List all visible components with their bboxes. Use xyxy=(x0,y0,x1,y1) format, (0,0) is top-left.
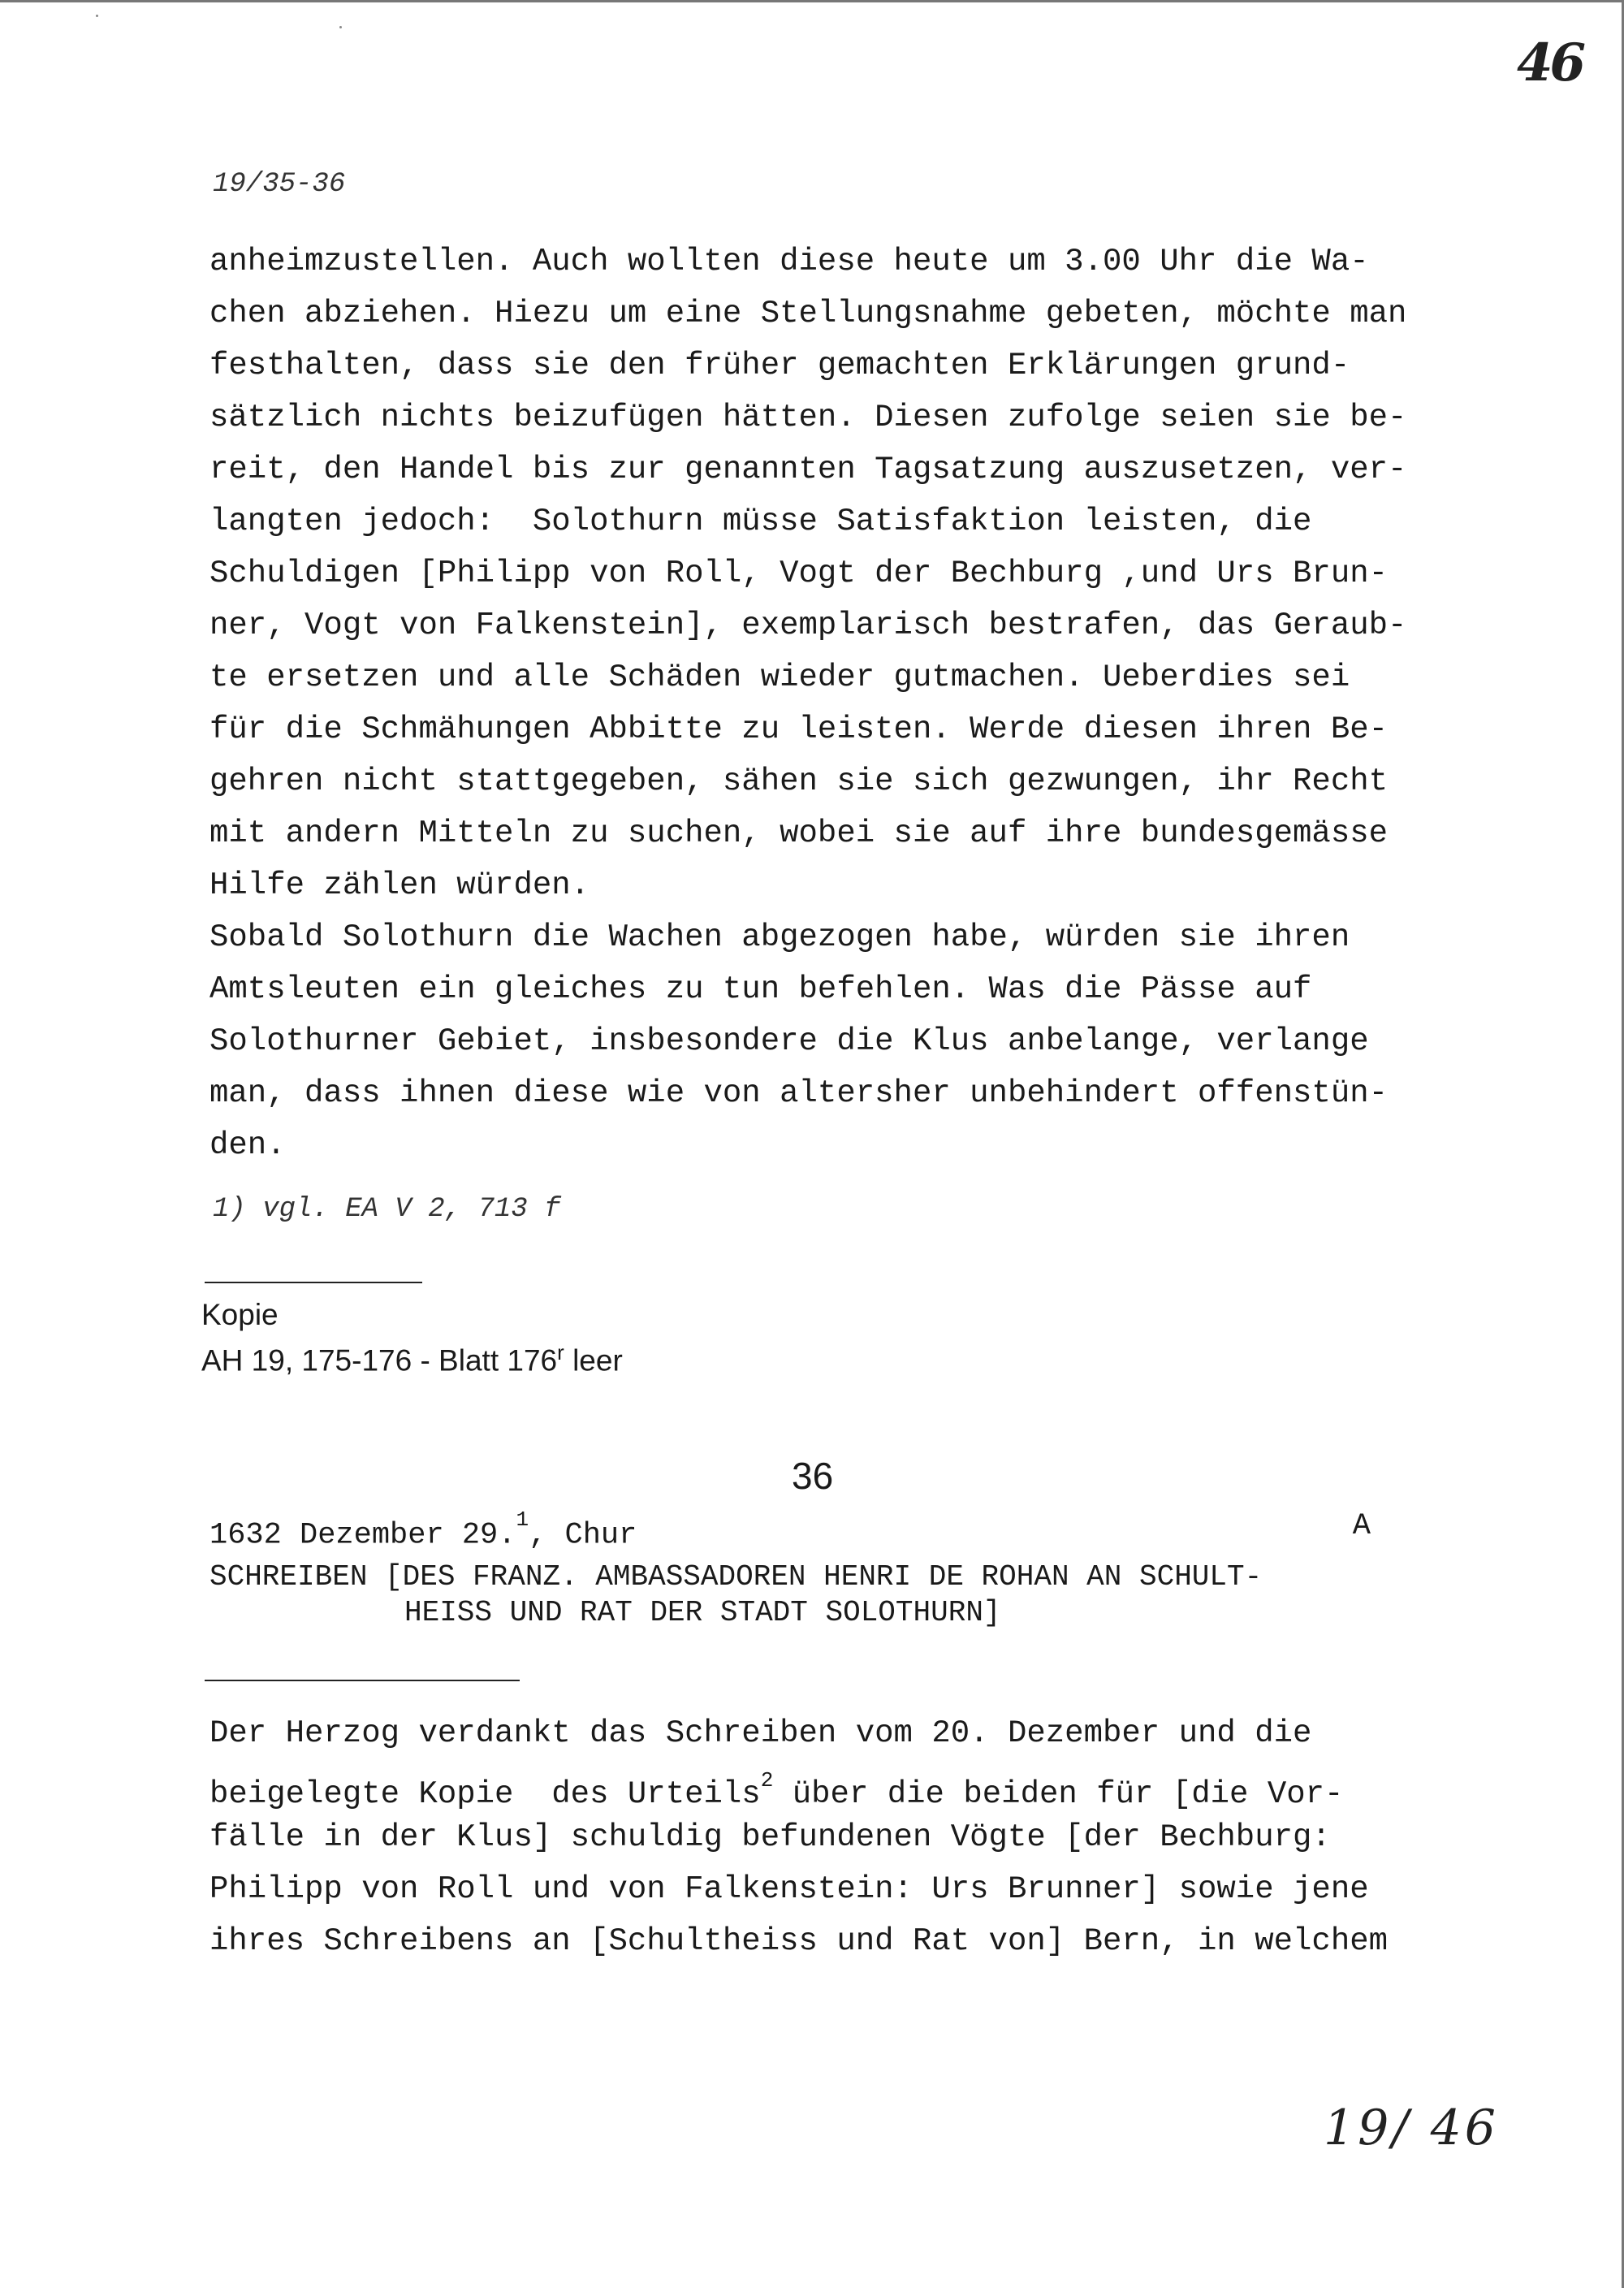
body-line: mit andern Mitteln zu suchen, wobei sie auf ihre bundesgemässe xyxy=(209,815,1389,851)
source-location: AH 19, 175-176 - Blatt 176$^r$ leer xyxy=(201,1340,623,1378)
body-line: Hilfe zählen würden. xyxy=(209,867,590,903)
separator-rule xyxy=(205,1282,422,1283)
title-line: SCHREIBEN [DES FRANZ. AMBASSADOREN HENRI DE ROHAN AN SCHULT- xyxy=(209,1560,1263,1594)
body-line: chen abziehen. Hiezu um eine Stellungsnahme gebeten, möchte man xyxy=(209,296,1407,331)
body-line: fälle in der Klus] schuldig befundenen Vögte [der Bechburg: xyxy=(209,1819,1331,1855)
body-line: Sobald Solothurn die Wachen abgezogen habe, würden sie ihren xyxy=(209,919,1350,955)
body-line: ihres Schreibens an [Schultheiss und Rat von] Bern, in welchem xyxy=(209,1923,1389,1959)
body-line: für die Schmähungen Abbitte zu leisten. Werde diesen ihren Be- xyxy=(209,711,1389,747)
document-header xyxy=(209,1506,1371,1553)
body-line: sätzlich nichts beizufügen hätten. Diesen zufolge seien sie be- xyxy=(209,400,1407,435)
source-label: Kopie xyxy=(201,1298,279,1331)
footnote: 1) vgl. EA V 2, 713 f xyxy=(213,1194,561,1225)
body-line: Philipp von Roll und von Falkenstein: Urs Brunner] sowie jene xyxy=(209,1871,1369,1907)
body-line: te ersetzen und alle Schäden wieder gutmachen. Ueberdies sei xyxy=(209,660,1350,695)
body-line: ner, Vogt von Falkenstein], exemplarisch bestrafen, das Geraub- xyxy=(209,608,1407,643)
page-reference: 19/35-36 xyxy=(213,169,346,200)
body-line: man, dass ihnen diese wie von altersher unbehindert offenstün- xyxy=(209,1075,1389,1111)
document-number: 36 xyxy=(792,1455,834,1497)
body-line: anheimzustellen. Auch wollten diese heute um 3.00 Uhr die Wa- xyxy=(209,244,1369,279)
body-line: Amtsleuten ein gleiches zu tun befehlen. Was die Pässe auf xyxy=(209,971,1312,1007)
scan-border-top xyxy=(0,0,1624,2)
separator-rule xyxy=(205,1680,520,1681)
body-line: beigelegte Kopie des Urteils$^2$ über die beiden für [die Vor- xyxy=(209,1768,1344,1812)
body-paragraph xyxy=(209,236,1460,1171)
scan-speck xyxy=(96,15,98,17)
body-line: den. xyxy=(209,1127,286,1163)
body-line: festhalten, dass sie den früher gemachten Erklärungen grund- xyxy=(209,348,1350,383)
body-line: Schuldigen [Philipp von Roll, Vogt der Bechburg ,und Urs Brun- xyxy=(209,556,1389,591)
body-paragraph xyxy=(209,1707,1460,1967)
body-line: gehren nicht stattgegeben, sähen sie sich gezwungen, ihr Recht xyxy=(209,763,1389,799)
document-type-letter: A xyxy=(1352,1509,1371,1543)
date-place: 1632 Dezember 29.$^1$, Chur xyxy=(209,1507,637,1553)
body-line: Der Herzog verdankt das Schreiben vom 20. Dezember und die xyxy=(209,1715,1312,1751)
body-line: reit, den Handel bis zur genannten Tagsatzung auszusetzen, ver- xyxy=(209,452,1407,487)
handwritten-folio-number: 46 xyxy=(1517,32,1583,93)
title-line: HEISS UND RAT DER STADT SOLOTHURN] xyxy=(404,1596,1001,1629)
handwritten-page-note: 19/ 46 xyxy=(1324,2100,1499,2156)
body-line: langten jedoch: Solothurn müsse Satisfaktion leisten, die xyxy=(209,504,1312,539)
document-title xyxy=(209,1559,1262,1631)
scan-speck xyxy=(339,26,342,28)
source-note xyxy=(201,1296,623,1379)
body-line: Solothurner Gebiet, insbesondere die Klus anbelange, verlange xyxy=(209,1023,1369,1059)
